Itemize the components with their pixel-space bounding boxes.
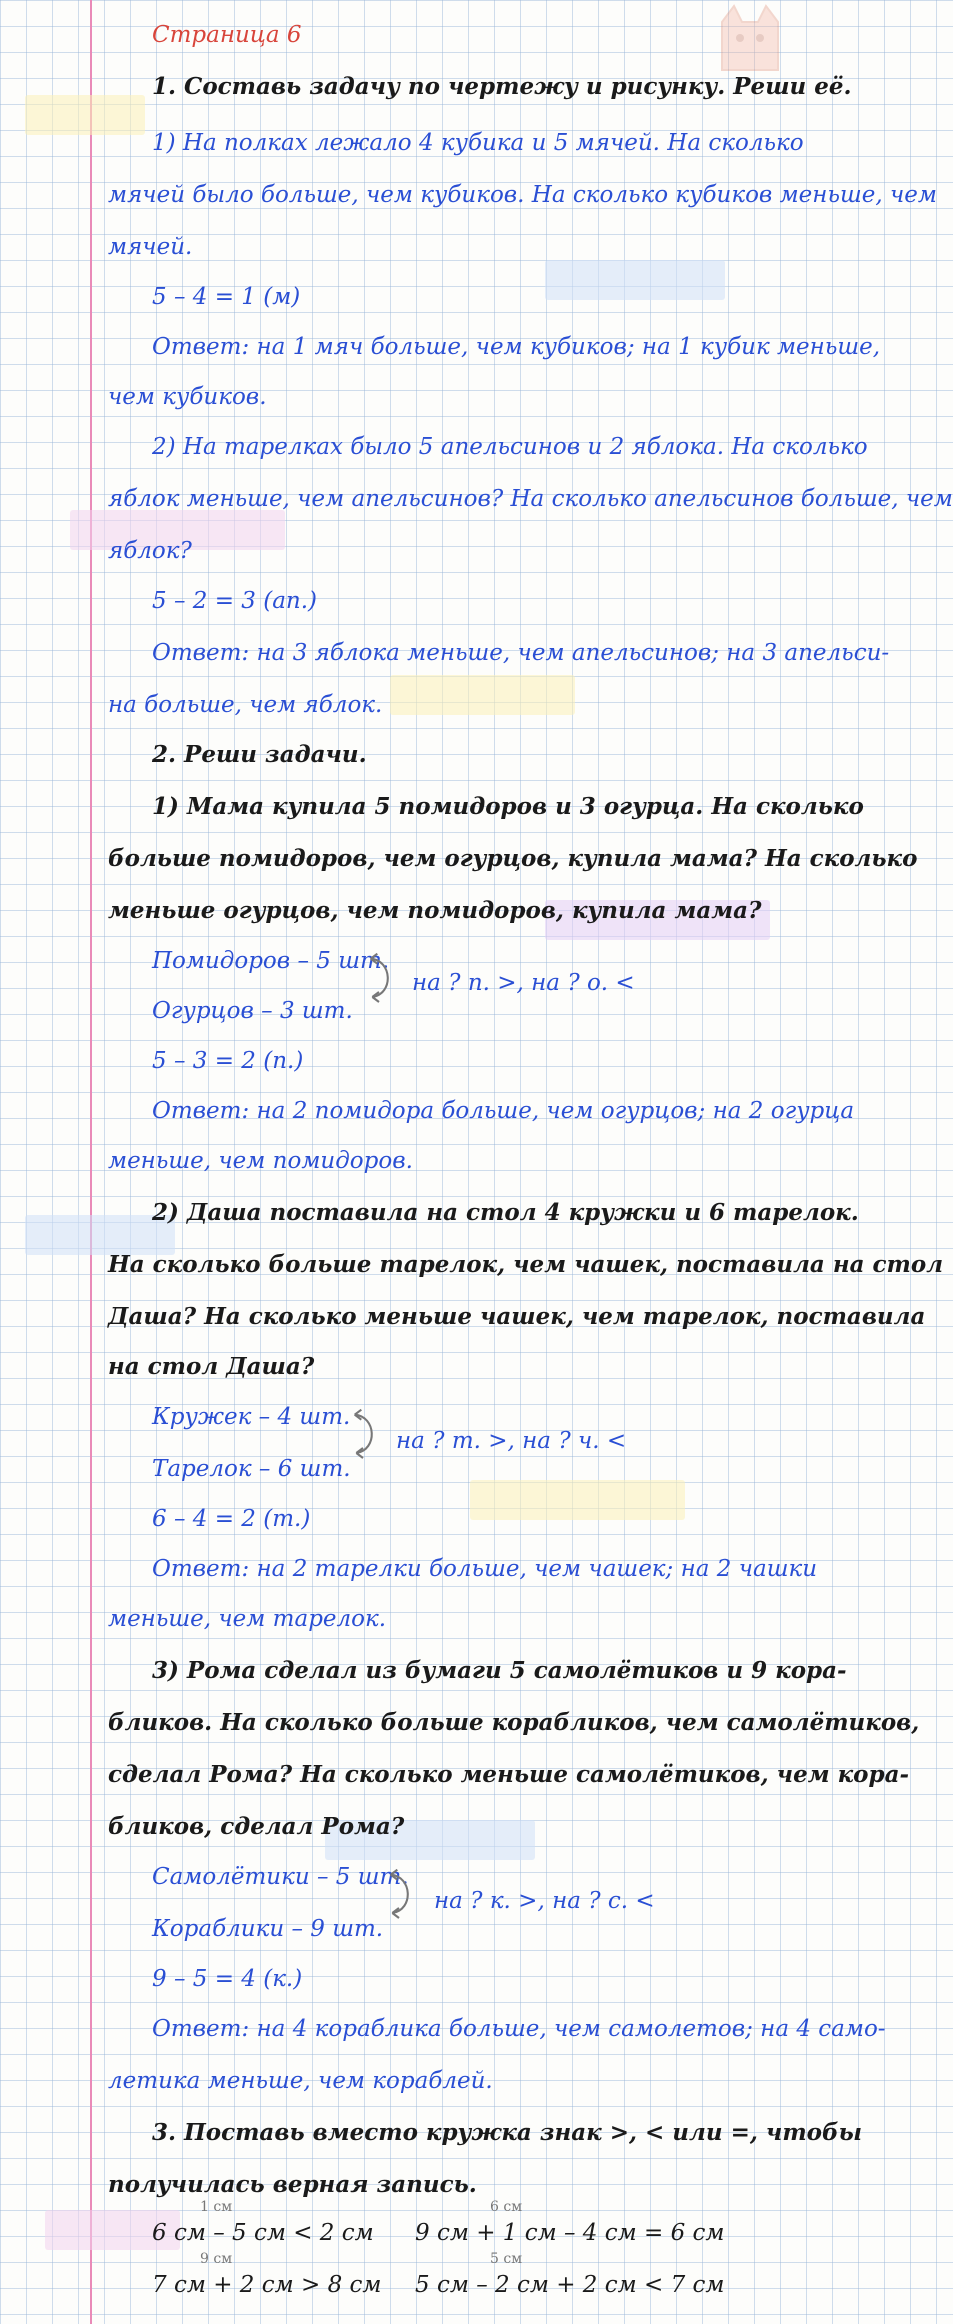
page-title: Страница 6 [152, 22, 302, 48]
task3-expression: 9 см + 1 см – 4 см = 6 см [415, 2220, 725, 2246]
task2-p1-line: 1) Мама купила 5 помидоров и 3 огурца. На сколько [152, 793, 864, 820]
task1-p2-answer: на больше, чем яблок. [108, 692, 383, 718]
task2-heading: 2. Реши задачи. [152, 741, 367, 768]
task1-p1-answer: Ответ: на 1 мяч больше, чем кубиков; на 1 кубик меньше, [152, 334, 881, 360]
task3-heading: получилась верная запись. [108, 2171, 477, 2198]
task2-p2-answer: меньше, чем тарелок. [108, 1606, 387, 1632]
task2-p3-line: бликов, сделал Рома? [108, 1813, 405, 1840]
task1-p2-line: 2) На тарелках было 5 апельсинов и 2 яблока. На сколько [152, 434, 868, 460]
task2-p3-answer: Ответ: на 4 кораблика больше, чем самолетов; на 4 само- [152, 2016, 886, 2042]
task2-p2-answer: Ответ: на 2 тарелки больше, чем чашек; на 2 чашки [152, 1556, 818, 1582]
task2-p3-line: бликов. На сколько больше корабликов, чем самолётиков, [108, 1709, 920, 1736]
brace-arrow-icon [364, 952, 404, 1002]
task2-p2-line: 2) Даша поставила на стол 4 кружки и 6 тарелок. [152, 1199, 859, 1226]
task2-p3-line: сделал Рома? На сколько меньше самолётиков, чем кора- [108, 1761, 910, 1788]
task1-p2-answer: Ответ: на 3 яблока меньше, чем апельсинов; на 3 апельси- [152, 640, 890, 666]
task2-p3-solution: 9 – 5 = 4 (к.) [152, 1966, 303, 1992]
task2-p2-question: на ? т. >, на ? ч. < [396, 1428, 627, 1454]
task2-p2-line: На сколько больше тарелок, чем чашек, поставила на стол [108, 1251, 944, 1278]
task3-expression: 5 см – 2 см + 2 см < 7 см [415, 2272, 725, 2298]
task2-p1-question: на ? п. >, на ? о. < [412, 970, 635, 996]
task1-heading: 1. Составь задачу по чертежу и рисунку. Реши её. [152, 73, 852, 100]
cat-logo-icon [710, 0, 790, 70]
task2-p2-given: Тарелок – 6 шт. [152, 1456, 351, 1482]
task1-p2-solution: 5 – 2 = 3 (ап.) [152, 588, 318, 614]
task3-expression: 7 см + 2 см > 8 см [152, 2272, 382, 2298]
task1-p2-line: яблок меньше, чем апельсинов? На сколько апельсинов больше, чем [108, 486, 953, 512]
brace-arrow-icon [384, 1868, 424, 1918]
task2-p3-given: Кораблики – 9 шт. [152, 1916, 384, 1942]
task2-p1-answer: меньше, чем помидоров. [108, 1148, 413, 1174]
task2-p2-line: Даша? На сколько меньше чашек, чем тарелок, поставила [108, 1303, 926, 1330]
task1-p1-line: 1) На полках лежало 4 кубика и 5 мячей. На сколько [152, 130, 804, 156]
brace-arrow-icon [348, 1408, 388, 1458]
watermark [390, 675, 575, 715]
task2-p3-line: 3) Рома сделал из бумаги 5 самолётиков и 9 кора- [152, 1657, 847, 1684]
task3-expression: 6 см – 5 см < 2 см [152, 2220, 374, 2246]
task2-p3-given: Самолётики – 5 шт. [152, 1864, 409, 1890]
watermark [25, 95, 145, 135]
task3-note: 9 см [200, 2251, 233, 2267]
task2-p2-given: Кружек – 4 шт. [152, 1404, 351, 1430]
task2-p1-answer: Ответ: на 2 помидора больше, чем огурцов; на 2 огурца [152, 1098, 855, 1124]
task1-p1-line: мячей было больше, чем кубиков. На сколько кубиков меньше, чем [108, 182, 937, 208]
task2-p3-question: на ? к. >, на ? с. < [434, 1888, 655, 1914]
task3-note: 1 см [200, 2199, 233, 2215]
task2-p1-line: меньше огурцов, чем помидоров, купила мама? [108, 897, 762, 924]
task2-p2-line: на стол Даша? [108, 1353, 315, 1380]
task2-p1-line: больше помидоров, чем огурцов, купила мама? На сколько [108, 845, 918, 872]
task2-p1-solution: 5 – 3 = 2 (п.) [152, 1048, 304, 1074]
watermark [545, 260, 725, 300]
task1-p1-solution: 5 – 4 = 1 (м) [152, 284, 301, 310]
task3-note: 6 см [490, 2199, 523, 2215]
task3-note: 5 см [490, 2251, 523, 2267]
task2-p2-solution: 6 – 4 = 2 (т.) [152, 1506, 311, 1532]
task2-p1-given: Огурцов – 3 шт. [152, 998, 353, 1024]
watermark [470, 1480, 685, 1520]
task2-p3-answer: летика меньше, чем кораблей. [108, 2068, 493, 2094]
task1-p2-line: яблок? [108, 538, 192, 564]
task2-p1-given: Помидоров – 5 шт. [152, 948, 390, 974]
notebook-margin-line [90, 0, 92, 2324]
task1-p1-line: мячей. [108, 234, 193, 260]
task1-p1-answer: чем кубиков. [108, 384, 267, 410]
task3-heading: 3. Поставь вместо кружка знак >, < или =, чтобы [152, 2119, 863, 2146]
